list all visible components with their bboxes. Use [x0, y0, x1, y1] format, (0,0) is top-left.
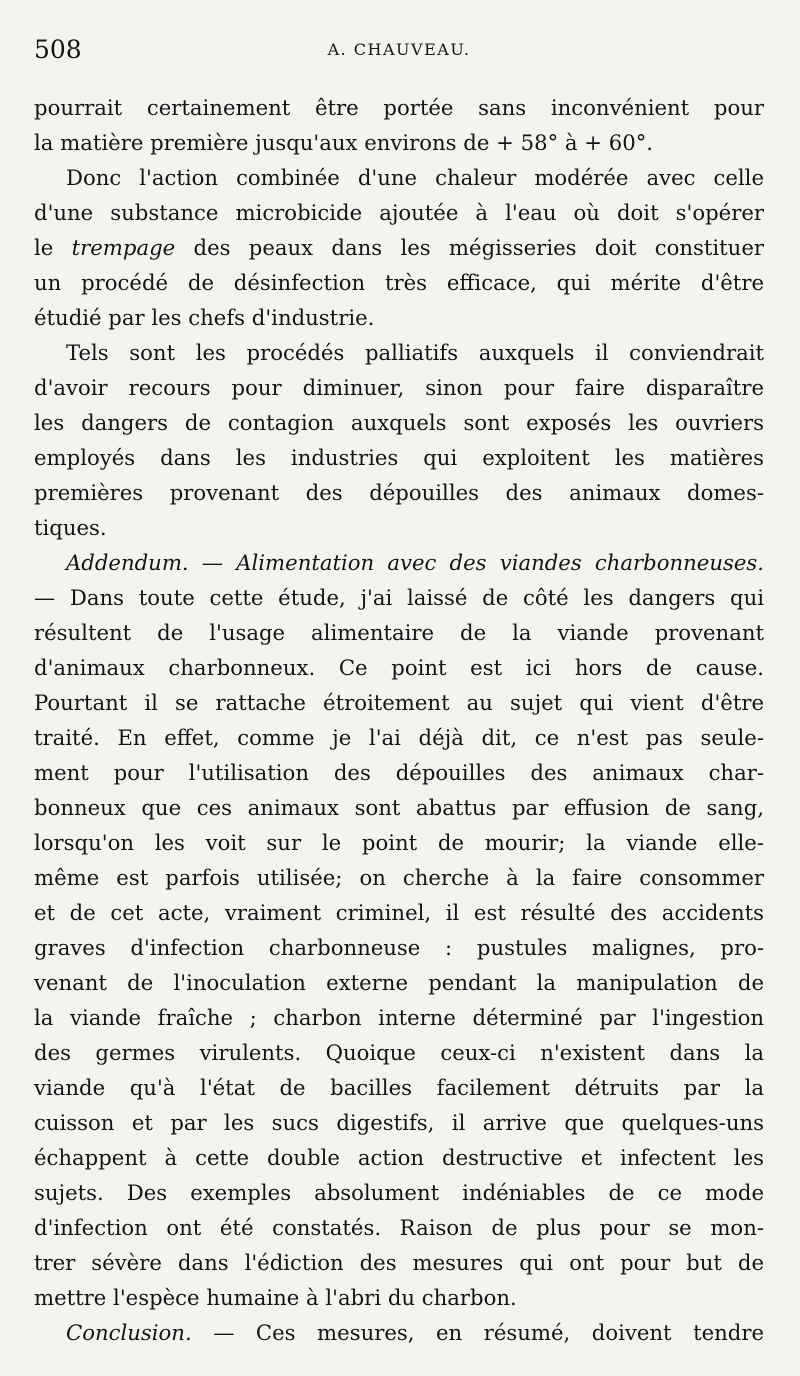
text-line: Donc l'action combinée d'une chaleur modérée avec celle [66, 165, 764, 190]
paragraph [34, 1315, 764, 1350]
text-line [34, 545, 764, 580]
text-line: d'avoir recours pour diminuer, sinon pour faire disparaître [34, 375, 764, 400]
text-line: pourrait certainement être portée sans inconvénient pour [34, 95, 764, 120]
italic-text: trempage [71, 235, 176, 260]
text-line: résultent de l'usage alimentaire de la viande provenant [34, 620, 764, 645]
text-line: Tels sont les procédés palliatifs auxquels il conviendrait [66, 340, 764, 365]
text-line: d'animaux charbonneux. Ce point est ici hors de cause. [34, 655, 764, 680]
text-line: même est parfois utilisée; on cherche à la faire consommer [34, 865, 764, 890]
italic-text: Conclusion. [66, 1320, 192, 1345]
text-line: traité. En effet, comme je l'ai déjà dit, ce n'est pas seule- [34, 725, 764, 750]
text-line: premières provenant des dépouilles des animaux domes- [34, 480, 764, 505]
text-line: et de cet acte, vraiment criminel, il est résulté des accidents [34, 900, 764, 925]
text-line: la viande fraîche ; charbon interne déterminé par l'ingestion [34, 1005, 764, 1030]
text-line: Conclusion. — Ces mesures, en résumé, doivent tendre [66, 1320, 764, 1345]
text-line: le trempage des peaux dans les mégisseries doit constituer [34, 235, 764, 260]
text-line: d'infection ont été constatés. Raison de plus pour se mon- [34, 1215, 764, 1240]
paragraph [34, 335, 764, 545]
text-line: les dangers de contagion auxquels sont exposés les ouvriers [34, 410, 764, 435]
paragraph [34, 160, 764, 335]
running-head [34, 0, 764, 90]
text-line: venant de l'inoculation externe pendant la manipulation de [34, 970, 764, 995]
text-line: un procédé de désinfection très efficace, qui mérite d'être [34, 270, 764, 295]
running-head-author: A. CHAUVEAU. [327, 40, 471, 59]
text-line: tiques. [34, 515, 107, 540]
text-line: ment pour l'utilisation des dépouilles des animaux char- [34, 760, 764, 785]
text-line: lorsqu'on les voit sur le point de mourir; la viande elle- [34, 830, 764, 855]
text-line: employés dans les industries qui exploitent les matières [34, 445, 764, 470]
text-line: étudié par les chefs d'industrie. [34, 305, 375, 330]
text-line: des germes virulents. Quoique ceux-ci n'existent dans la [34, 1040, 764, 1065]
text-line: trer sévère dans l'édiction des mesures qui ont pour but de [34, 1250, 764, 1275]
text-line: la matière première jusqu'aux environs de + 58° à + 60°. [34, 130, 654, 155]
text-line: Pourtant il se rattache étroitement au sujet qui vient d'être [34, 690, 764, 715]
body-text [34, 90, 764, 1350]
paragraph [34, 545, 764, 1315]
text-line: d'une substance microbicide ajoutée à l'eau où doit s'opérer [34, 200, 764, 225]
text-line: échappent à cette double action destructive et infectent les [34, 1145, 764, 1170]
page-number: 508 [34, 35, 82, 64]
text-line: sujets. Des exemples absolument indéniables de ce mode [34, 1180, 764, 1205]
text-line: cuisson et par les sucs digestifs, il arrive que quelques-uns [34, 1110, 764, 1135]
text-line: viande qu'à l'état de bacilles facilement détruits par la [34, 1075, 764, 1100]
text-line: graves d'infection charbonneuse : pustules malignes, pro- [34, 935, 764, 960]
text-line: bonneux que ces animaux sont abattus par effusion de sang, [34, 795, 764, 820]
italic-text: Addendum. — Alimentation avec des viandes charbonneuses. [66, 550, 764, 575]
paragraph [34, 90, 764, 160]
text-line: — Dans toute cette étude, j'ai laissé de côté les dangers qui [34, 585, 764, 610]
text-line: mettre l'espèce humaine à l'abri du charbon. [34, 1285, 517, 1310]
